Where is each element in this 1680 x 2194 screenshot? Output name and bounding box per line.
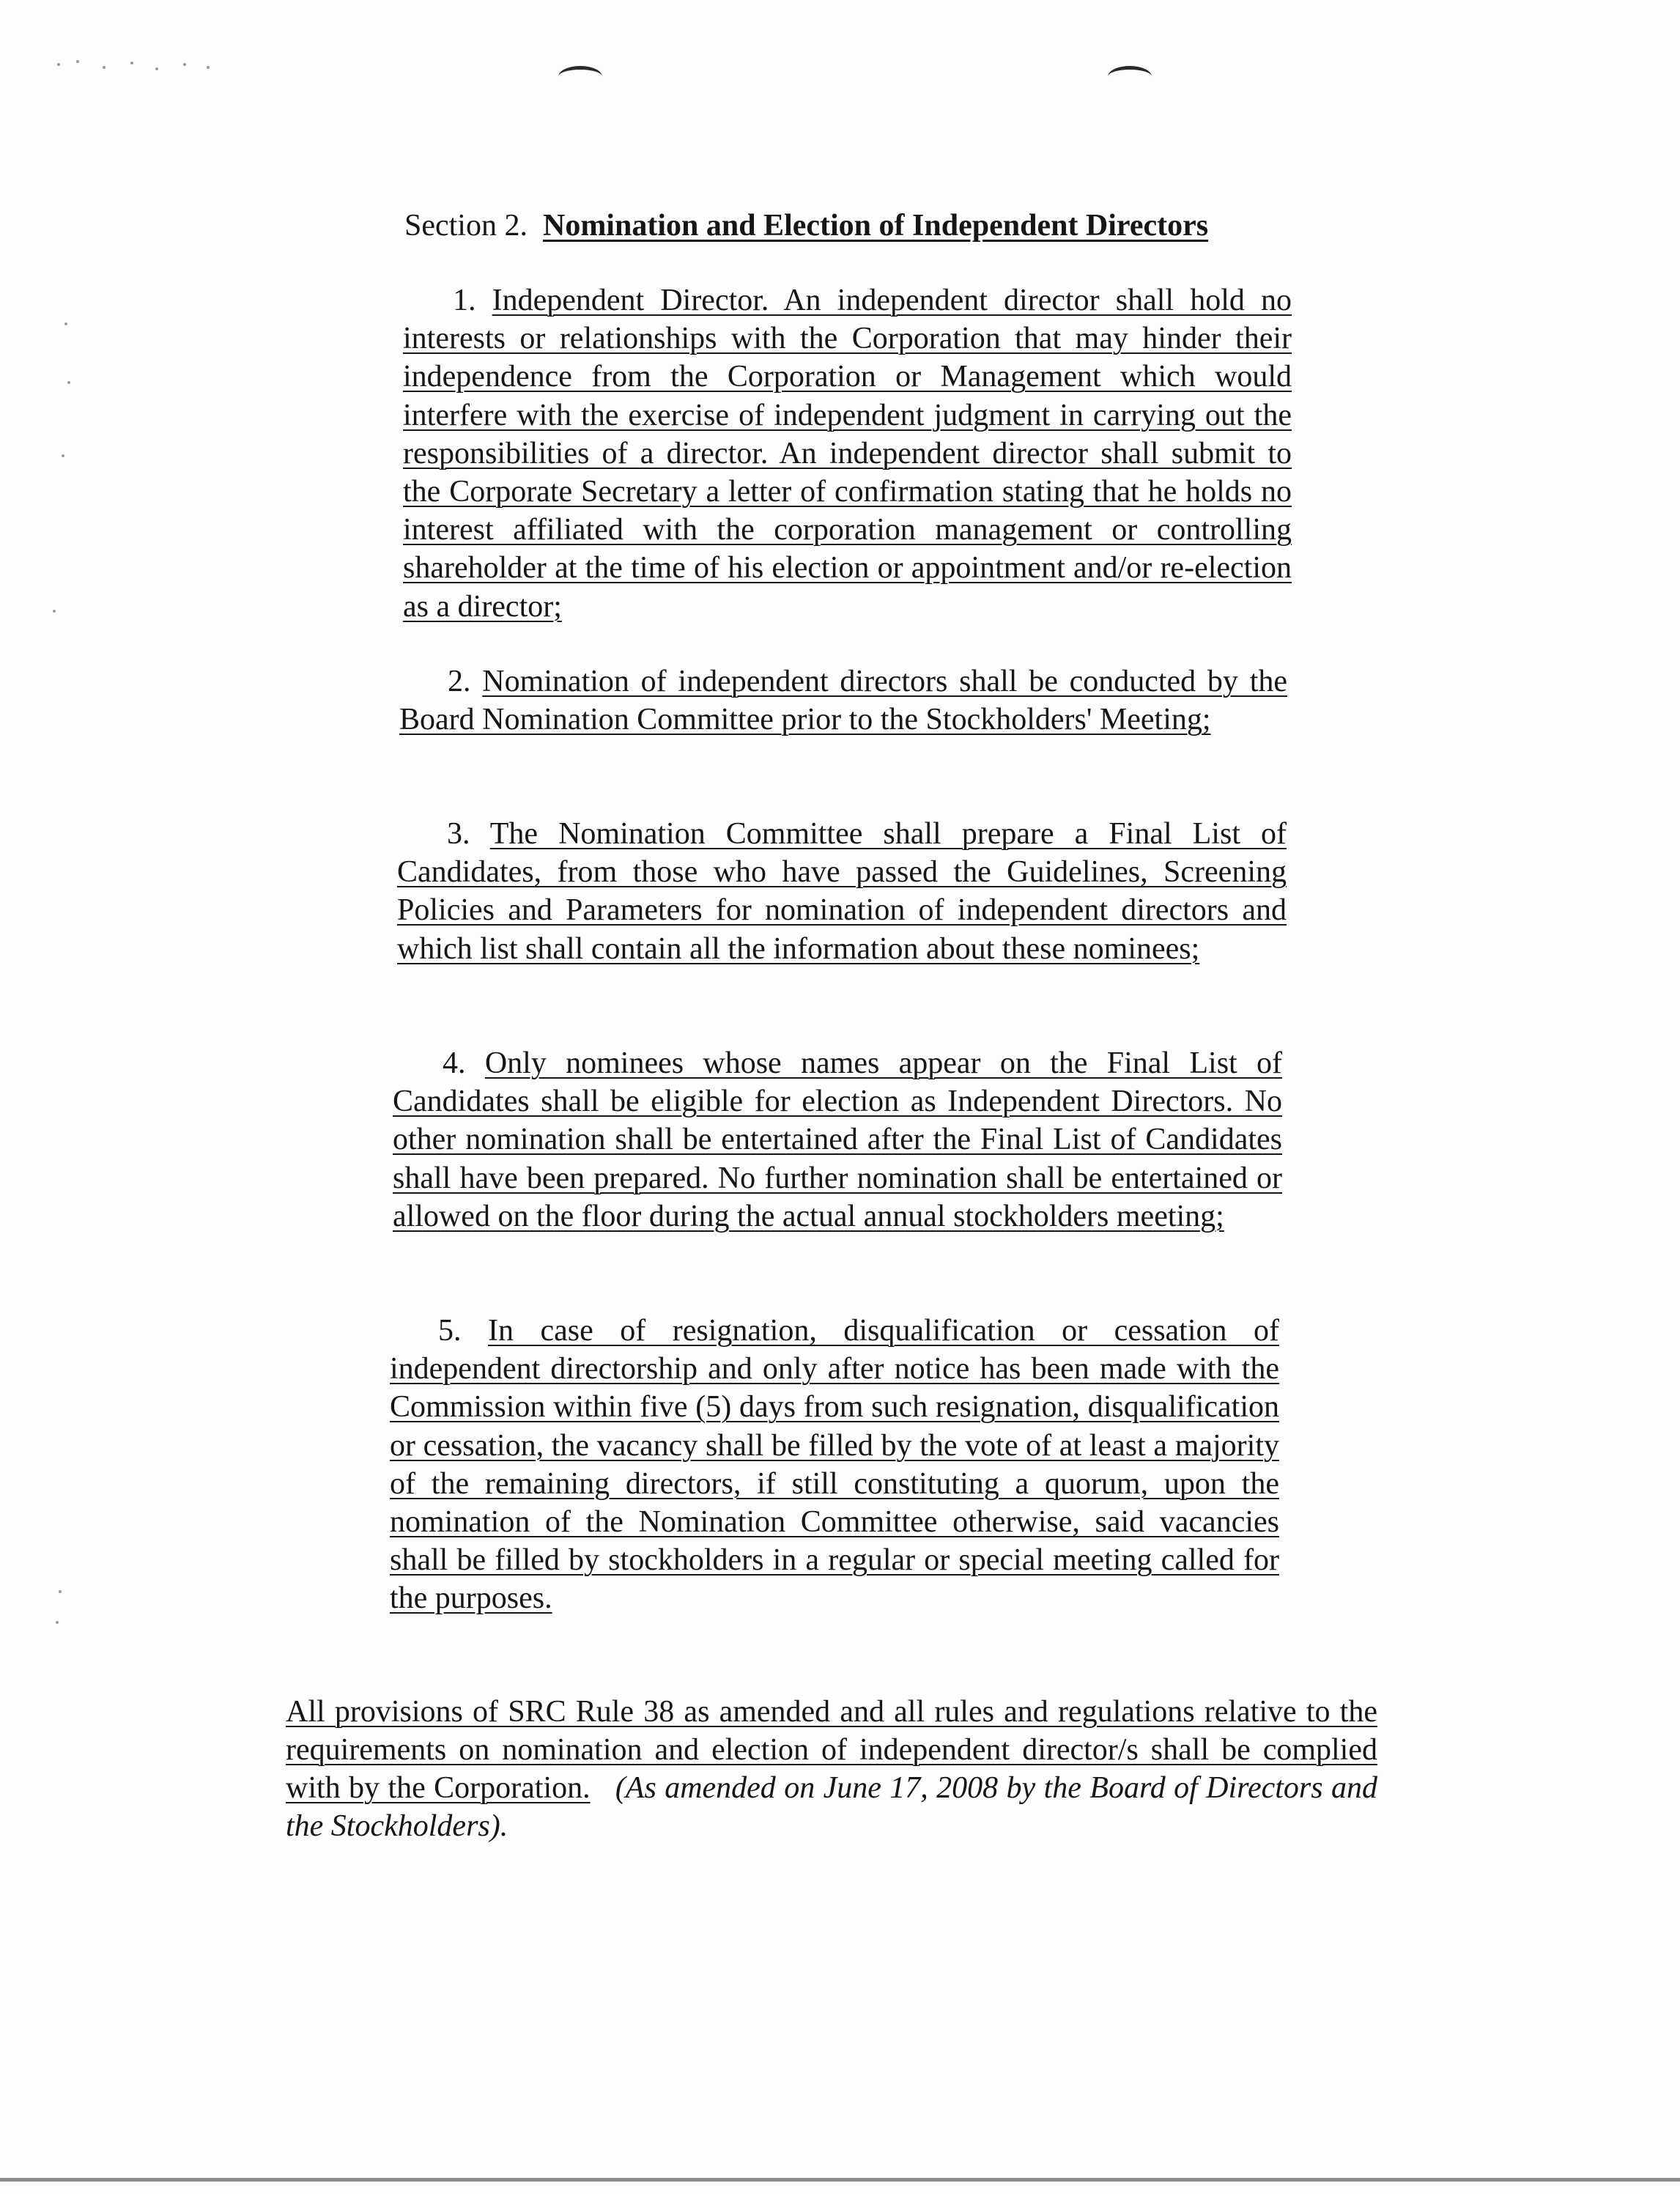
item-text: Independent Director. An independent director shall hold no interests or relationships with the Corporation that may hinder their independence from the Corporation or Management which would interfere with the exercise of independent judgment in carrying out the responsibilities of a director. An independent director shall submit to the Corporate Secretary a letter of confirmation stating that he holds no interest affiliated with the corporation management or controlling shareholder at the time of his election or appointment and/or re-election as a director;	[403, 284, 1292, 624]
section-heading	[404, 205, 1208, 246]
scan-speck	[130, 62, 133, 64]
scan-speck	[67, 381, 70, 384]
item-text: Only nominees whose names appear on the Final List of Candidates shall be eligible for election as Independent Directors. No other nomination shall be entertained after the Final List of Candidates shall have been prepared. No further nomination shall be entertained or allowed on the floor during the actual annual stockholders meeting;	[393, 1046, 1283, 1233]
scan-speck	[59, 1590, 62, 1593]
item-text: The Nomination Committee shall prepare a Final List of Candidates, from those who have passed the Guidelines, Screening Policies and Parameters for nomination of independent directors and which list shall contain all the information about these nominees;	[397, 817, 1287, 966]
item-text: In case of resignation, disqualification or cessation of independent directorship and only after notice has been made with the Commission within five (5) days from such resignation, disqualification or cessation, the vacancy shall be filled by the vote of at least a majority of the remaining directors, if still constituting a quorum, upon the nomination of the Nomination Committee otherwise, said vacancies shall be filled by stockholders in a regular or special meeting called for the purposes.	[390, 1314, 1280, 1616]
scan-speck	[155, 67, 158, 70]
item-text: Nomination of independent directors shall be conducted by the Board Nomination Committee prior to the Stockholders' Meeting;	[399, 665, 1287, 737]
closing-paragraph	[286, 1693, 1377, 1845]
list-item	[403, 281, 1292, 626]
scan-speck	[183, 63, 186, 66]
punch-hole-mark-left	[558, 66, 602, 87]
list-item	[390, 1312, 1279, 1618]
punch-hole-mark-right	[1108, 66, 1152, 87]
scan-speck	[57, 63, 60, 66]
item-number: 2.	[448, 665, 471, 698]
closing-text: All provisions of SRC Rule 38 as amended and all rules and regulations relative to the requirements on nomination and election of independent director/s shall be complied with by the Corporation.	[286, 1695, 1377, 1805]
scan-speck	[53, 610, 56, 613]
amendment-note: (As amended on June 17, 2008 by the Board of Directors and the Stockholders).	[286, 1771, 1378, 1843]
item-number: 3.	[447, 817, 470, 851]
scan-speck	[207, 66, 210, 69]
section-label: Section 2.	[404, 209, 528, 243]
item-number: 1.	[453, 284, 476, 317]
section-title: Nomination and Election of Independent Directors	[542, 209, 1209, 243]
scan-speck	[62, 454, 64, 457]
scan-speck	[64, 322, 67, 325]
list-item	[393, 1044, 1282, 1235]
scan-bottom-edge	[0, 2178, 1680, 2182]
list-item	[399, 662, 1287, 739]
scan-speck	[76, 60, 79, 63]
item-number: 4.	[443, 1046, 466, 1080]
scan-speck	[103, 66, 106, 69]
list-item	[397, 815, 1287, 968]
item-number: 5.	[438, 1314, 462, 1348]
scan-speck	[56, 1621, 59, 1624]
